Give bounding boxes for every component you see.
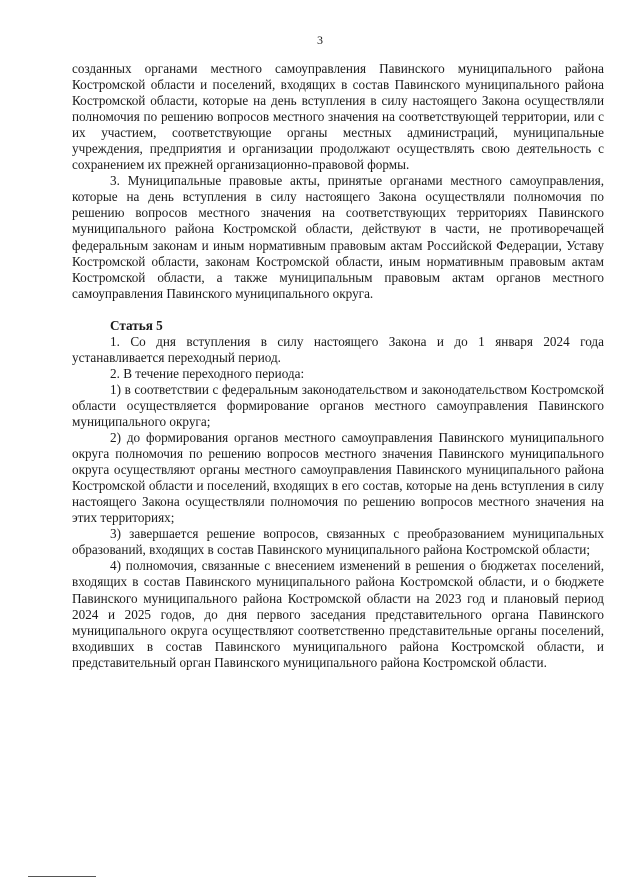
- article-5-subitem-4: 4) полномочия, связанные с внесением изменений в решения о бюджетах поселений, входящих в состав Павинского муниципального района Костромской области, и о бюджете Павинского муниципального района Костромской области на 2023 год и плановый период 2024 и 2025 годов, до дня первого заседания представительного органа Павинского муниципального округа осуществляют соответственно представительные органы поселений, входивших в состав Павинского муниципального района Костромской области, и представительный орган Павинского муниципального района Костромской области.: [72, 558, 604, 670]
- article-5-heading: Статья 5: [110, 317, 163, 333]
- article-5-paragraph-1: 1. Со дня вступления в силу настоящего Закона и до 1 января 2024 года устанавливается переходный период.: [72, 333, 604, 365]
- section-spacer: [72, 302, 604, 318]
- article-5-subitem-2: 2) до формирования органов местного самоуправления Павинского муниципального округа полномочия по решению вопросов местного значения Павинского муниципального округа осуществляют органы местного самоуправления Павинского муниципального района Костромской области и поселений, входящих в его состав, которые на день вступления в силу настоящего Закона осуществляли полномочия по решению вопросов местного значения на этих территориях;: [72, 430, 604, 526]
- article-5-subitem-1: 1) в соответствии с федеральным законодательством и законодательством Костромской области осуществляется формирование органов местного самоуправления Павинского муниципального округа;: [72, 381, 604, 429]
- article-5-paragraph-2: 2. В течение переходного периода:: [110, 365, 305, 381]
- footer-rule: [28, 876, 96, 877]
- page-number: 3: [317, 33, 323, 47]
- item-3-paragraph: 3. Муниципальные правовые акты, принятые органами местного самоуправления, которые на день вступления в силу настоящего Закона осуществляли полномочия по решению вопросов местного значения на соответствующих территориях Павинского муниципального района Костромской области, действуют в части, не противоречащей федеральным законам и иным нормативным правовым актам Российской Федерации, Уставу Костромской области, законам Костромской области, иным нормативным правовым актам Костромской области, а также муниципальным правовым актам органов местного самоуправления Павинского муниципального округа.: [72, 173, 604, 301]
- document-body: [72, 61, 604, 671]
- article-5-subitem-3: 3) завершается решение вопросов, связанных с преобразованием муниципальных образований, входящих в состав Павинского муниципального района Костромской области;: [72, 526, 604, 558]
- continuation-paragraph: созданных органами местного самоуправления Павинского муниципального района Костромской области и поселений, входящих в состав Павинского муниципального района Костромской области, которые на день вступления в силу настоящего Закона осуществляли полномочия по решению вопросов местного значения на соответствующей территории, или с их участием, соответствующие органы местных администраций, муниципальные учреждения, предприятия и организации продолжают осуществлять свою деятельность с сохранением их прежней организационно-правовой формы.: [72, 61, 604, 173]
